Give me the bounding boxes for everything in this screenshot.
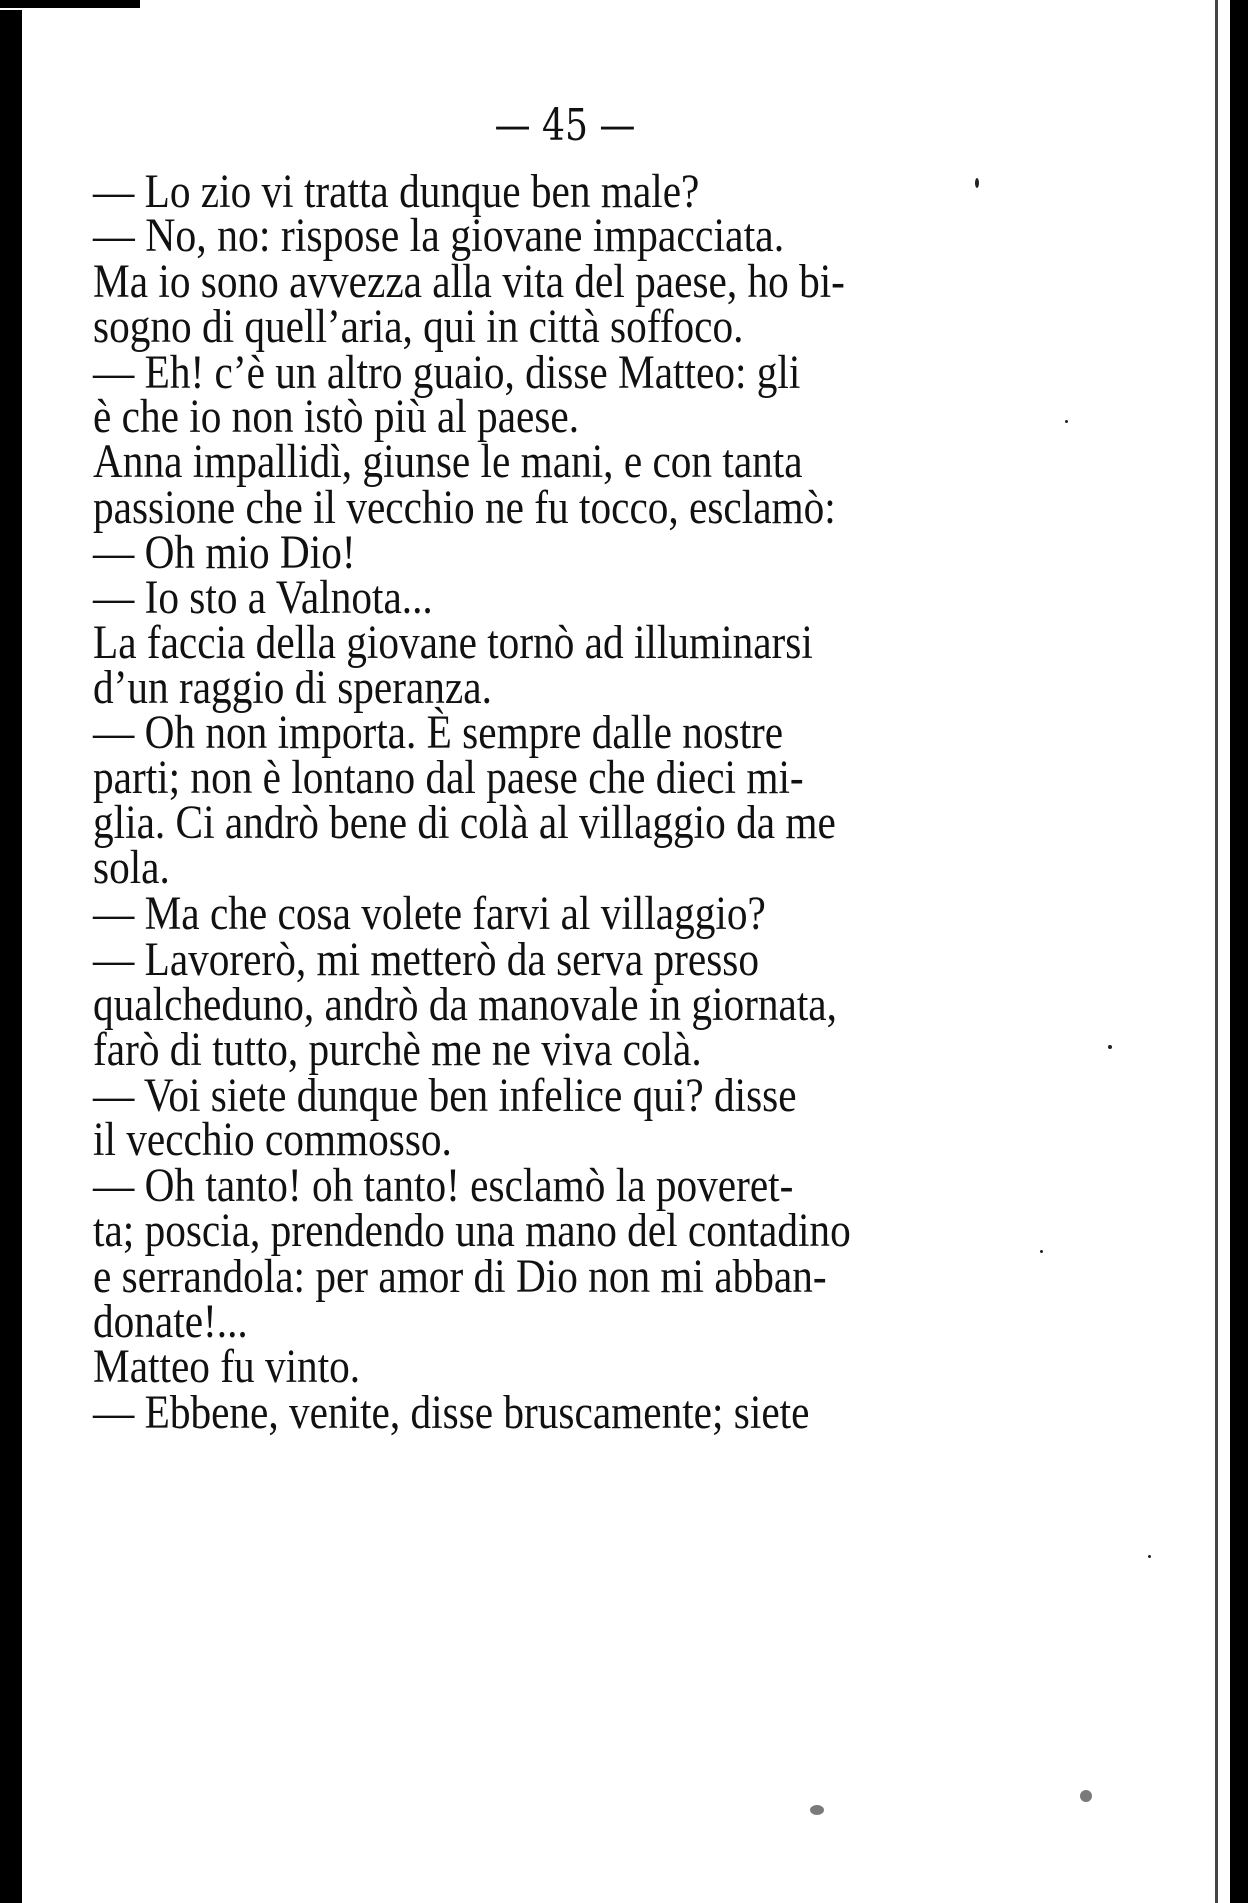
scan-right-border <box>1230 0 1248 1903</box>
text-line: passione che il vecchio ne fu tocco, esclamò: <box>93 481 836 534</box>
text-line: La faccia della giovane tornò ad illuminarsi <box>93 616 813 669</box>
page-number: — 45 — <box>494 100 636 151</box>
text-line: — Ebbene, venite, disse bruscamente; siete <box>93 1386 810 1439</box>
text-line: — Oh non importa. È sempre dalle nostre <box>93 706 784 759</box>
scan-speck <box>1148 1555 1151 1558</box>
text-line: Ma io sono avvezza alla vita del paese, ho bi- <box>93 255 845 308</box>
text-line: Anna impallidì, giunse le mani, e con tanta <box>93 435 803 488</box>
text-line: — Voi siete dunque ben infelice qui? disse <box>93 1069 797 1122</box>
text-line: farò di tutto, purchè me ne viva colà. <box>93 1023 702 1076</box>
scan-speck <box>1065 420 1068 423</box>
text-line: — Lo zio vi tratta dunque ben male? <box>93 165 700 218</box>
text-line: — Oh tanto! oh tanto! esclamò la poveret- <box>93 1159 794 1212</box>
text-line: — No, no: rispose la giovane impacciata. <box>93 209 785 262</box>
text-line: sogno di quell’aria, qui in città soffoco. <box>93 300 744 353</box>
text-line: glia. Ci andrò bene di colà al villaggio da me <box>93 796 836 849</box>
text-line: — Eh! c’è un altro guaio, disse Matteo: gli <box>93 346 801 399</box>
text-line: ta; poscia, prendendo una mano del contadino <box>93 1204 851 1257</box>
text-line: — Io sto a Valnota... <box>93 571 433 624</box>
text-line: Matteo fu vinto. <box>93 1340 361 1393</box>
scan-speck <box>975 178 979 188</box>
scan-speck <box>1080 1790 1092 1802</box>
text-line: — Ma che cosa volete farvi al villaggio? <box>93 887 766 940</box>
scan-left-border <box>0 10 22 1903</box>
text-line: donate!... <box>93 1295 248 1348</box>
text-line: e serrandola: per amor di Dio non mi abban- <box>93 1250 827 1303</box>
text-line: qualcheduno, andrò da manovale in giornata, <box>93 978 837 1031</box>
text-line: sola. <box>93 841 170 894</box>
text-line: — Oh mio Dio! <box>93 526 356 579</box>
scan-top-edge <box>0 0 140 8</box>
text-line: è che io non istò più al paese. <box>93 390 580 443</box>
scan-speck <box>810 1805 824 1815</box>
text-line: — Lavorerò, mi metterò da serva presso <box>93 933 759 986</box>
text-line: d’un raggio di speranza. <box>93 661 492 714</box>
text-line: il vecchio commosso. <box>93 1113 452 1166</box>
scan-right-gutter-line <box>1215 0 1218 1903</box>
scan-speck <box>1040 1250 1043 1253</box>
text-line: parti; non è lontano dal paese che dieci mi- <box>93 751 804 804</box>
scan-speck <box>1108 1045 1112 1049</box>
